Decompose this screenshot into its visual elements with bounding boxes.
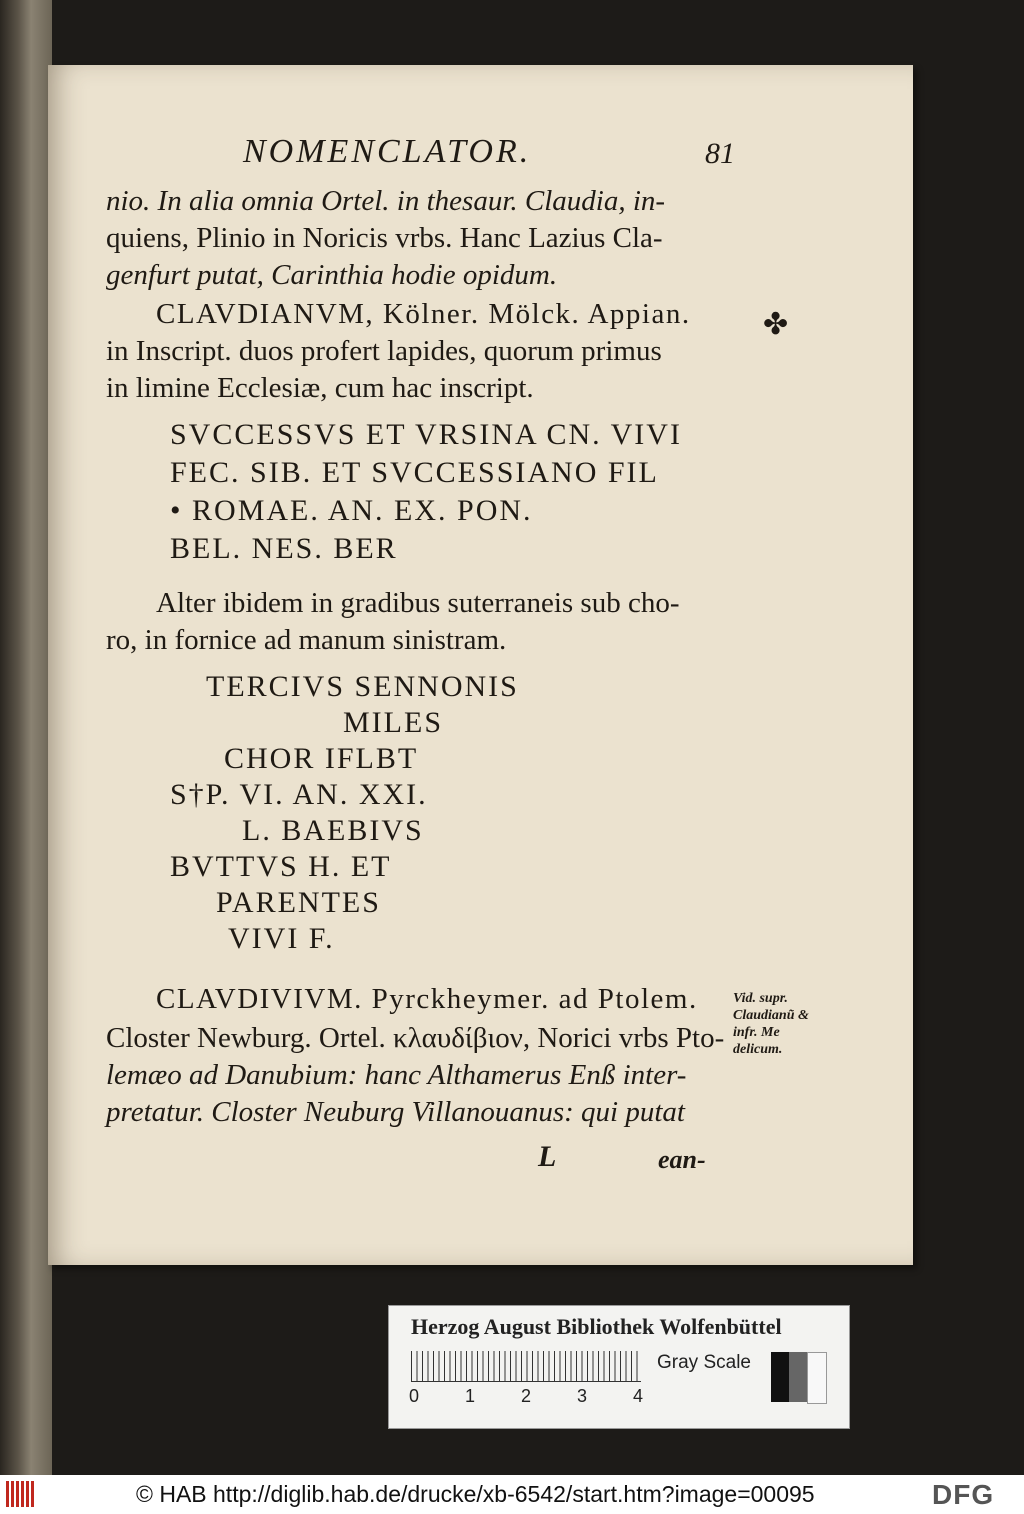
catchword: ean-	[658, 1145, 706, 1174]
entry-heading-claudivium: CLAVDIVIVM. Pyrckheymer. ad Ptolem.	[156, 983, 698, 1015]
scale-number: 4	[633, 1386, 644, 1406]
hab-logo-icon	[6, 1481, 36, 1507]
inscription-line: L. BAEBIVS	[242, 814, 424, 847]
dfg-logo: DFG	[932, 1479, 995, 1510]
inscription-line: FEC. SIB. ET SVCCESSIANO FIL	[170, 456, 659, 489]
scale-number: 2	[521, 1386, 532, 1406]
inscription-line: PARENTES	[216, 886, 381, 919]
ruler-scale	[411, 1351, 641, 1382]
text-line: nio. In alia omnia Ortel. in thesaur. Claudia, in-	[106, 185, 666, 217]
book-spine	[0, 0, 52, 1475]
inscription-line: TERCIVS SENNONIS	[206, 670, 519, 703]
gray-swatch-dark	[789, 1352, 807, 1402]
bullet-icon: •	[170, 494, 193, 527]
footer-bar	[0, 1475, 1024, 1514]
inscription-line: • ROMAE. AN. EX. PON.	[170, 494, 533, 527]
margin-note: Vid. supr. Claudianũ & infr. Me delicum.	[733, 991, 809, 1057]
text-line: genfurt putat, Carinthia hodie opidum.	[106, 259, 558, 291]
scale-number: 1	[465, 1386, 476, 1406]
margin-flower-mark: ✤	[763, 308, 789, 341]
gray-swatch-black	[771, 1352, 789, 1402]
inscription-line: SVCCESSVS ET VRSINA CN. VIVI	[170, 418, 682, 451]
entry-heading-claudianum: CLAVDIANVM, Kölner. Mölck. Appian.	[156, 298, 691, 330]
library-color-card	[388, 1305, 850, 1429]
copyright-link[interactable]: © HAB http://diglib.hab.de/drucke/xb-6542/start.htm?image=00095	[136, 1481, 815, 1507]
book-page	[48, 65, 913, 1265]
library-name: Herzog August Bibliothek Wolfenbüttel	[411, 1314, 782, 1339]
inscription-line: BEL. NES. BER	[170, 532, 398, 565]
text-line: lemæo ad Danubium: hanc Althamerus Enß inter-	[106, 1059, 687, 1091]
text-line: Alter ibidem in gradibus suterraneis sub cho-	[156, 587, 680, 619]
gray-swatch-white	[807, 1352, 827, 1404]
inscription-line: S†P. VI. AN. XXI.	[170, 778, 428, 811]
inscription-line: BVTTVS H. ET	[170, 850, 392, 883]
text-line: quiens, Plinio in Noricis vrbs. Hanc Lazius Cla-	[106, 222, 663, 254]
inscription-line: VIVI F.	[228, 922, 335, 955]
text-line: pretatur. Closter Neuburg Villanouanus: qui putat	[106, 1096, 685, 1128]
gray-scale-label: Gray Scale	[657, 1352, 751, 1373]
running-header: NOMENCLATOR.	[243, 133, 532, 170]
text-line: in Inscript. duos profert lapides, quorum primus	[106, 335, 662, 367]
inscription-line: CHOR IFLBT	[224, 742, 419, 775]
inscription-line: MILES	[343, 706, 443, 739]
text-line: Closter Newburg. Ortel. κλαυδίβιον, Norici vrbs Pto-	[106, 1022, 725, 1054]
signature-mark: L	[538, 1140, 557, 1173]
text-line: ro, in fornice ad manum sinistram.	[106, 624, 507, 656]
scale-number: 0	[409, 1386, 420, 1406]
page-number: 81	[705, 137, 735, 170]
scale-number: 3	[577, 1386, 588, 1406]
text-line: in limine Ecclesiæ, cum hac inscript.	[106, 372, 534, 404]
